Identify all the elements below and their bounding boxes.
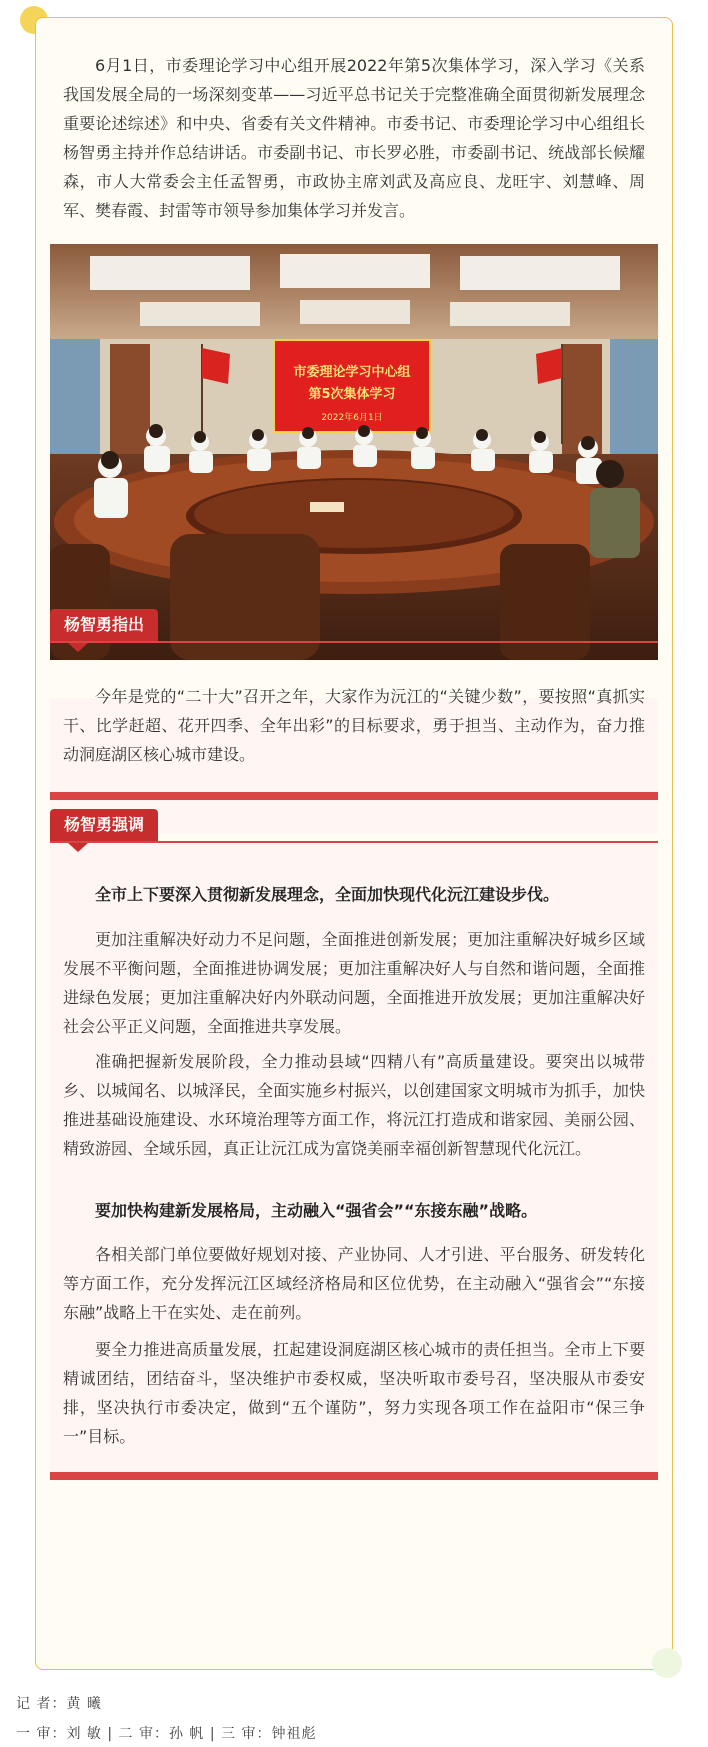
banner-line2: 第5次集体学习 [308,387,396,402]
meeting-photo-illustration [50,244,658,660]
section2-heading-1: 全市上下要深入贯彻新发展理念，全面加快现代化沅江建设步伐。 [95,885,560,904]
section2-paragraph-4: 要全力推进高质量发展，扛起建设洞庭湖区核心城市的责任担当。全市上下要精诚团结，团结奋斗，坚决维护市委权威，坚决听取市委号召，坚决服从市委安排，坚决执行市委决定，做到“五个谨防”，努力实现各项工作在益阳市“保三争一”目标。 [63,1340,645,1446]
meeting-photo [50,244,658,660]
banner-line1: 市委理论学习中心组 [293,365,411,380]
section2-paragraph-3: 各相关部门单位要做好规划对接、产业协同、人才引进、平台服务、研发转化等方面工作，充分发挥沅江区域经济格局和区位优势，在主动融入“强省会”“东接东融”战略上干在实处、走在前列。 [63,1245,645,1322]
reporter-credit: 记 者：黄 曦 [16,1696,102,1712]
section1-paragraph: 今年是党的“二十大”召开之年，大家作为沅江的“关键少数”，要按照“真抓实干、比学赶超、花开四季、全年出彩”的目标要求，勇于担当、主动作为，奋力推动洞庭湖区核心城市建设。 [63,687,645,764]
section1-divider [50,641,658,643]
section2-label-pointer [68,843,88,852]
section1-label-pointer [68,643,88,652]
section2-divider [50,841,658,843]
review-credit: 一 审：刘 敏 | 二 审：孙 帆 | 三 审：钟祖彪 [16,1726,317,1742]
banner-date: 2022年6月1日 [321,413,383,423]
section2-heading-2: 要加快构建新发展格局，主动融入“强省会”“东接东融”战略。 [95,1201,538,1220]
decorative-dot [652,1648,682,1678]
section1-label: 杨智勇指出 [50,609,158,641]
intro-paragraph: 6月1日，市委理论学习中心组开展2022年第5次集体学习，深入学习《关系我国发展全局的一场深刻变革——习近平总书记关于完整准确全面贯彻新发展理念重要论述综述》和中央、省委有关文件精神。市委书记、市委理论学习中心组组长杨智勇主持并作总结讲话。市委副书记、市长罗必胜，市委副书记、统战部长候耀森，市人大常委会主任孟智勇，市政协主席刘武及高应良、龙旺宇、刘慧峰、周军、樊春霞、封雷等市领导参加集体学习并发言。 [63,56,645,220]
section2-paragraph-2: 准确把握新发展阶段，全力推动县域“四精八有”高质量建设。要突出以城带乡、以城闻名、以城泽民，全面实施乡村振兴，以创建国家文明城市为抓手，加快推进基础设施建设、水环境治理等方面工作，将沅江打造成和谐家园、美丽公园、精致游园、全域乐园，真正让沅江成为富饶美丽幸福创新智慧现代化沅江。 [63,1052,645,1158]
section1-bottom-rule [50,792,658,800]
section2-label: 杨智勇强调 [50,809,158,841]
section2-bottom-rule [50,1472,658,1480]
section2-paragraph-1: 更加注重解决好动力不足问题，全面推进创新发展；更加注重解决好城乡区域发展不平衡问题，全面推进协调发展；更加注重解决好人与自然和谐问题，全面推进绿色发展；更加注重解决好内外联动问题，全面推进开放发展；更加注重解决好社会公平正义问题，全面推进共享发展。 [63,930,645,1036]
